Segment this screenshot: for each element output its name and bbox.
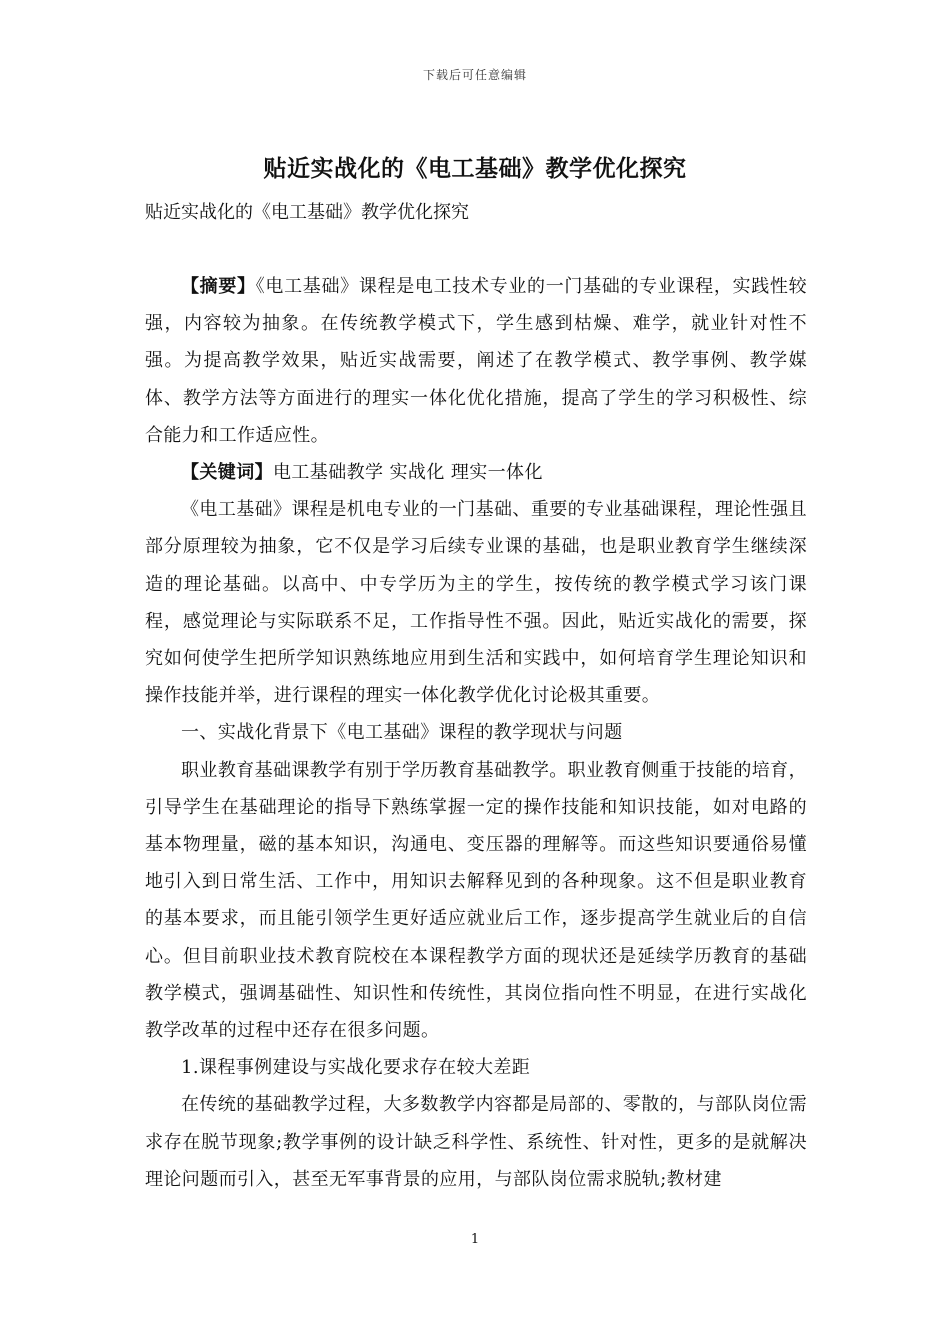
body-paragraph-examples: 在传统的基础教学过程，大多数教学内容都是局部的、零散的，与部队岗位需求存在脱节现象;教学事例的设计缺乏科学性、系统性、针对性，更多的是就解决理论问题而引入，甚至无军事背景的应用，与部队岗位需求脱轨;教材建 <box>145 1094 807 1190</box>
keywords-text: 电工基础教学 实战化 理实一体化 <box>273 462 543 484</box>
keywords-label: 【关键词】 <box>181 462 273 484</box>
abstract-paragraph <box>145 268 807 454</box>
page-number: 1 <box>470 1232 480 1247</box>
keywords-paragraph <box>145 454 807 491</box>
document-subtitle: 贴近实战化的《电工基础》教学优化探究 <box>145 202 469 223</box>
section-heading-1: 一、实战化背景下《电工基础》课程的教学现状与问题 <box>181 722 623 744</box>
document-title: 贴近实战化的《电工基础》教学优化探究 <box>263 156 687 182</box>
document-body <box>145 268 807 1198</box>
abstract-text: 《电工基础》课程是电工技术专业的一门基础的专业课程，实践性较强，内容较为抽象。在传统教学模式下，学生感到枯燥、难学，就业针对性不强。为提高教学效果，贴近实战需要，阐述了在教学模式、教学事例、教学媒体、教学方法等方面进行的理实一体化优化措施，提高了学生的学习积极性、综合能力和工作适应性。 <box>145 276 807 446</box>
abstract-label: 【摘要】 <box>181 276 256 297</box>
page-header-note: 下载后可任意编辑 <box>422 68 527 82</box>
body-paragraph-intro: 《电工基础》课程是机电专业的一门基础、重要的专业基础课程，理论性强且部分原理较为抽象，它不仅是学习后续专业课的基础，也是职业教育学生继续深造的理论基础。以高中、中专学历为主的学生，按传统的教学模式学习该门课程，感觉理论与实际联系不足，工作指导性不强。因此，贴近实战化的需要，探究如何使学生把所学知识熟练地应用到生活和实践中，如何培育学生理论知识和操作技能并举，进行课程的理实一体化教学优化讨论极其重要。 <box>145 499 807 707</box>
subsection-heading-1-1: 1.课程事例建设与实战化要求存在较大差距 <box>181 1057 531 1079</box>
body-paragraph-status: 职业教育基础课教学有别于学历教育基础教学。职业教育侧重于技能的培育，引导学生在基础理论的指导下熟练掌握一定的操作技能和知识技能，如对电路的基本物理量，磁的基本知识，沟通电、变压器的理解等。而这些知识要通俗易懂地引入到日常生活、工作中，用知识去解释见到的各种现象。这不但是职业教育的基本要求，而且能引领学生更好适应就业后工作，逐步提高学生就业后的自信心。但目前职业技术教育院校在本课程教学方面的现状还是延续学历教育的基础教学模式，强调基础性、知识性和传统性，其岗位指向性不明显，在进行实战化教学改革的过程中还存在很多问题。 <box>145 759 807 1042</box>
